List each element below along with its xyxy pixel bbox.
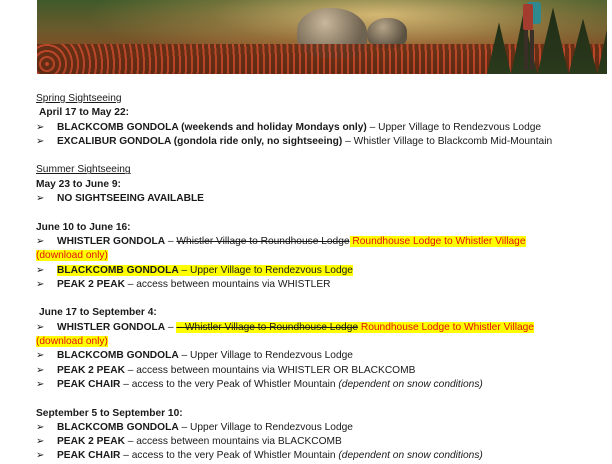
list-item: ➢ PEAK CHAIR – access to the very Peak of Whistler Mountain (dependent on snow conditions) xyxy=(36,378,606,392)
struck-route: Whistler Village to Roundhouse Lodge xyxy=(176,235,350,247)
arrow-bullet-icon: ➢ xyxy=(36,436,45,448)
arrow-bullet-icon: ➢ xyxy=(36,421,45,433)
arrow-bullet-icon: ➢ xyxy=(36,235,45,247)
download-only-note: (download only) xyxy=(36,250,108,262)
arrow-bullet-icon: ➢ xyxy=(36,278,45,290)
arrow-bullet-icon: ➢ xyxy=(36,193,45,205)
list-item: ➢ PEAK 2 PEAK – access between mountains via BLACKCOMB xyxy=(36,435,606,449)
hiker-figure xyxy=(521,0,543,72)
revised-route: Roundhouse Lodge to Whistler Village xyxy=(358,321,534,333)
list-item: ➢ PEAK CHAIR – access to the very Peak of Whistler Mountain (dependent on snow conditions) xyxy=(36,449,606,463)
summer-heading: Summer Sightseeing xyxy=(36,164,131,176)
spring-heading: Spring Sightseeing xyxy=(36,93,122,104)
arrow-bullet-icon: ➢ xyxy=(36,121,45,133)
revised-route: Roundhouse Lodge to Whistler Village xyxy=(349,235,526,247)
list-item: ➢ NO SIGHTSEEING AVAILABLE xyxy=(36,192,606,206)
list-item: ➢ BLACKCOMB GONDOLA – Upper Village to Rendezvous Lodge xyxy=(36,421,606,435)
list-item: ➢ BLACKCOMB GONDOLA – Upper Village to Rendezvous Lodge xyxy=(36,264,606,278)
struck-route: – Whistler Village to Roundhouse Lodge xyxy=(176,321,359,333)
list-item: ➢ BLACKCOMB GONDOLA (weekends and holiday Mondays only) – Upper Village to Rendezvous Lodge xyxy=(36,121,606,135)
download-only-note: (download only) xyxy=(36,336,108,348)
list-item: ➢ WHISTLER GONDOLA – – Whistler Village to Roundhouse Lodge Roundhouse Lodge to Whistler Village xyxy=(36,321,606,335)
arrow-bullet-icon: ➢ xyxy=(36,364,45,376)
schedule-document xyxy=(36,92,606,464)
arrow-bullet-icon: ➢ xyxy=(36,378,45,390)
mountain-hiker-photo xyxy=(37,0,607,74)
list-item: ➢ PEAK 2 PEAK – access between mountains via WHISTLER xyxy=(36,278,606,292)
spring-date: April 17 to May 22: xyxy=(39,107,130,119)
period-date: June 10 to June 16: xyxy=(36,221,131,233)
period-date: June 17 to September 4: xyxy=(39,307,157,319)
arrow-bullet-icon: ➢ xyxy=(36,350,45,362)
list-item: ➢ BLACKCOMB GONDOLA – Upper Village to Rendezvous Lodge xyxy=(36,349,606,363)
period-date: May 23 to June 9: xyxy=(36,178,121,190)
arrow-bullet-icon: ➢ xyxy=(36,321,45,333)
arrow-bullet-icon: ➢ xyxy=(36,264,45,276)
arrow-bullet-icon: ➢ xyxy=(36,135,45,147)
list-item: ➢ PEAK 2 PEAK – access between mountains via WHISTLER OR BLACKCOMB xyxy=(36,364,606,378)
period-date: September 5 to September 10: xyxy=(36,407,183,419)
list-item: ➢ WHISTLER GONDOLA – Whistler Village to Roundhouse Lodge Roundhouse Lodge to Whistler Village xyxy=(36,235,606,249)
arrow-bullet-icon: ➢ xyxy=(36,450,45,462)
list-item: ➢ EXCALIBUR GONDOLA (gondola ride only, no sightseeing) – Whistler Village to Blackcomb Mid-Mountain xyxy=(36,135,606,149)
